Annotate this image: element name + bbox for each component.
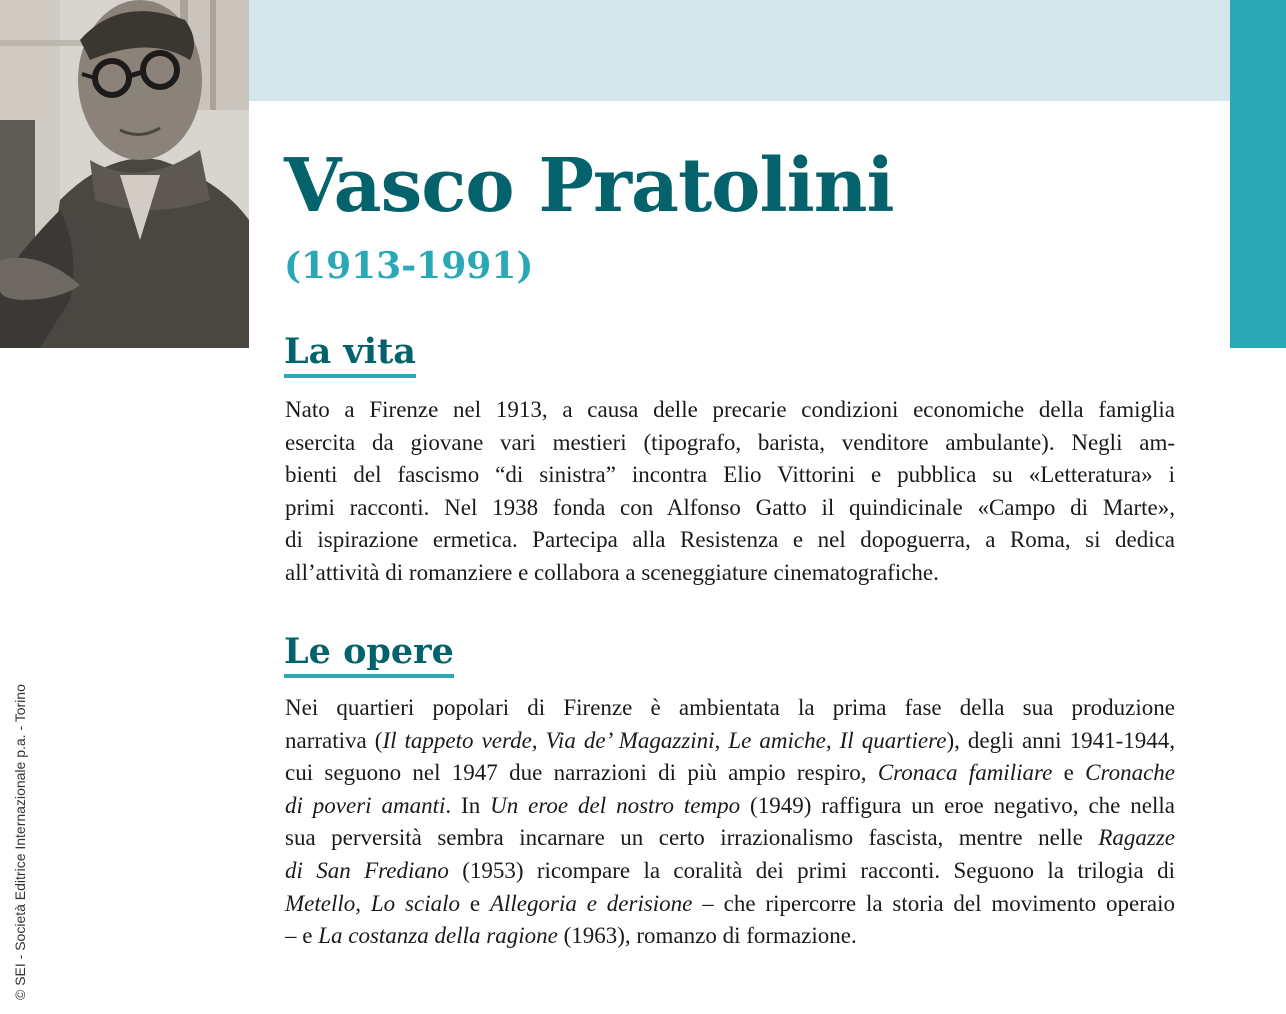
work-title: Allegoria e derisione (489, 890, 693, 916)
text-run: sua perversità sembra incarnare un certo irrazionalismo fascista, mentre nelle (285, 825, 1099, 851)
vita-line: di ispirazione ermetica. Partecipa alla Resistenza e nel dopoguerra, a Roma, si dedica (285, 527, 1175, 553)
vita-line: Nato a Firenze nel 1913, a causa delle precarie condizioni economiche della famiglia (285, 397, 1175, 422)
work-title: di poveri amanti (285, 792, 446, 818)
opere-paragraph (285, 692, 1175, 953)
text-run: (1953) ricompare la coralità dei primi racconti. Seguono la trilogia di (448, 857, 1175, 883)
header-band (249, 0, 1230, 101)
vita-line: all’attività di romanziere e collabora a sceneggiature cinematografiche. (285, 559, 939, 585)
opere-line (285, 790, 1175, 823)
opere-line (285, 920, 1175, 953)
vita-paragraph (285, 394, 1175, 590)
text-run: – e (285, 923, 319, 949)
copyright-credit: © SEI - Società Editrice Internazionale p.a. - Torino (12, 684, 28, 1000)
author-name: Vasco Pratolini (284, 143, 894, 229)
text-run: ), degli anni 1941-1944, (946, 727, 1175, 753)
text-run: (1949) raffigura un eroe negativo, che nella (740, 792, 1175, 818)
work-title: La costanza della ragione (318, 923, 558, 949)
portrait-image (0, 0, 249, 348)
vita-line: esercita da giovane vari mestieri (tipografo, barista, venditore ambulante). Negli am- (285, 429, 1175, 455)
work-title: Cronaca familiare (877, 760, 1053, 786)
text-run: e (459, 890, 490, 916)
work-titles: Il tappeto verde, Via de’ Magazzini, Le amiche, Il quartiere (382, 727, 947, 753)
text-run: . In (445, 792, 491, 818)
work-title: Cronache (1085, 760, 1175, 786)
opere-line: Nei quartieri popolari di Firenze è ambientata la prima fase della sua produzione (285, 695, 1175, 720)
work-title: di San Frediano (285, 857, 449, 883)
author-dates: (1913-1991) (284, 245, 534, 287)
vita-line: bienti del fascismo “di sinistra” incontra Elio Vittorini e pubblica su «Letteratura» i (285, 462, 1175, 488)
opere-line (285, 855, 1175, 888)
side-color-tab (1230, 0, 1286, 348)
text-run: narrativa ( (285, 727, 383, 753)
opere-line (285, 757, 1175, 790)
opere-line (285, 822, 1175, 855)
section-heading-opere: Le opere (284, 630, 454, 678)
text-run: cui seguono nel 1947 due narrazioni di più ampio respiro, (285, 760, 878, 786)
work-title: Un eroe del nostro tempo (490, 792, 741, 818)
section-heading-vita: La vita (284, 330, 416, 378)
text-run: – che ripercorre la storia del movimento operaio (692, 890, 1175, 916)
vita-line: primi racconti. Nel 1938 fonda con Alfonso Gatto il quindicinale «Campo di Marte», (285, 494, 1175, 520)
author-portrait (0, 0, 249, 348)
opere-line (285, 888, 1175, 921)
text-run: e (1052, 760, 1086, 786)
text-run: (1963), romanzo di formazione. (557, 923, 857, 949)
work-titles: Metello, Lo scialo (285, 890, 460, 916)
work-title: Ragazze (1098, 825, 1175, 851)
opere-line (285, 725, 1175, 758)
